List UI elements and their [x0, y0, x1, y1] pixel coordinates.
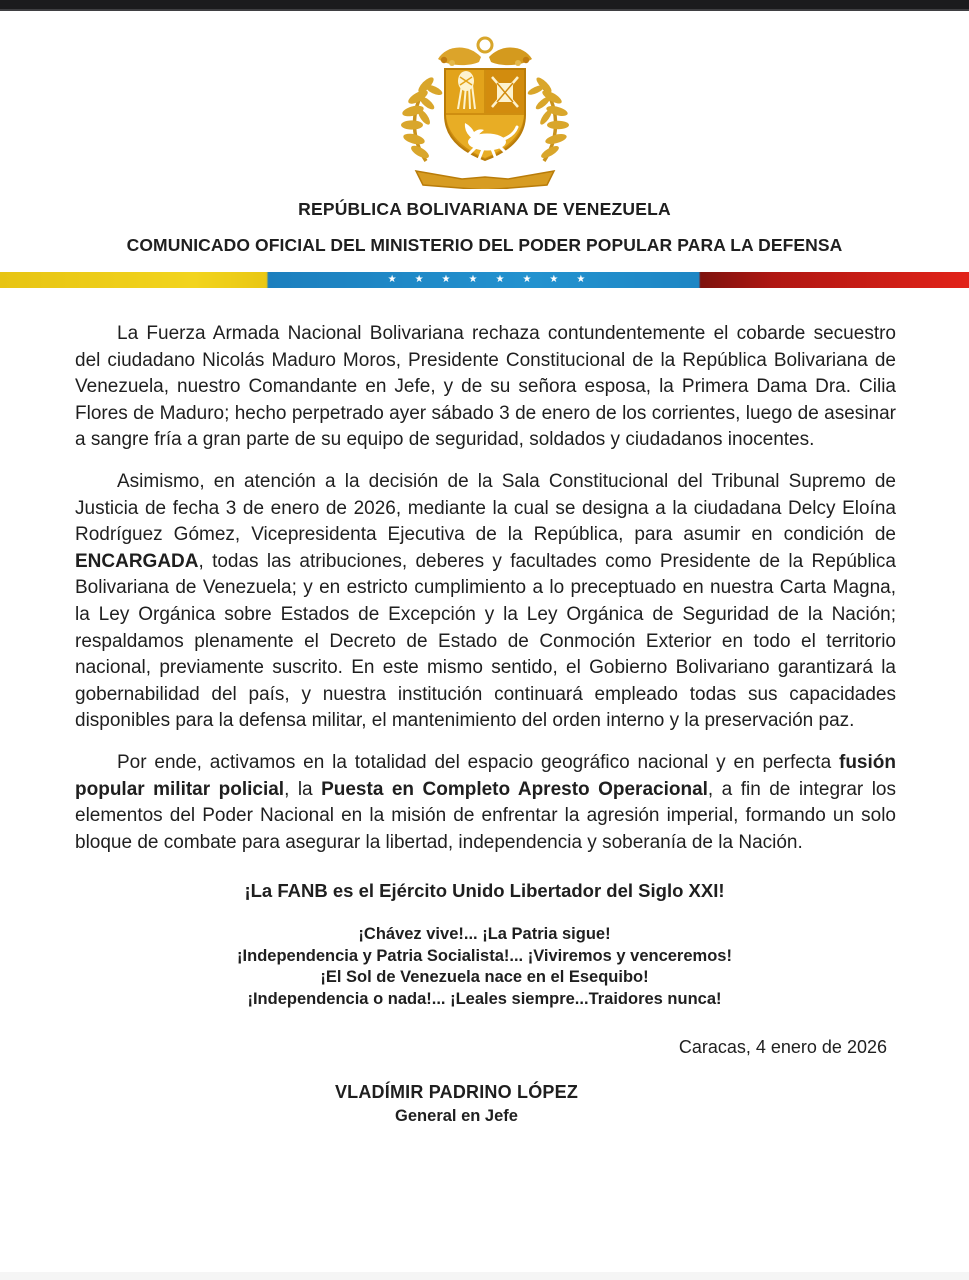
- emblem-container: [0, 33, 969, 189]
- signature-name: VLADÍMIR PADRINO LÓPEZ: [334, 1082, 579, 1103]
- headline: ¡La FANB es el Ejército Unido Libertador del Siglo XXI!: [244, 880, 725, 902]
- flag-stars: [388, 275, 586, 285]
- scan-top-bar: [0, 0, 969, 11]
- slogan-line: ¡Independencia o nada!... ¡Leales siempre...Traidores nunca!: [247, 989, 722, 1008]
- slogan-line: ¡El Sol de Venezuela nace en el Esequibo!: [320, 968, 649, 987]
- paragraph: Asimismo, en atención a la decisión de la Sala Constitucional del Tribunal Supremo de Justicia de fecha 3 de enero de 2026, mediante la cual se designa a la ciudadana Delcy Eloína Rodríguez Gómez, Vicepresidenta Ejecutiva de la República, para asumir en condición de ENCARGADA, todas las atribuciones, deberes y facultades como Presidente de la República Bolivariana de Venezuela; y en estricto cumplimiento a lo preceptuado en nuestra Carta Magna, la Ley Orgánica sobre Estados de Excepción y la Ley Orgánica de Seguridad de la Nación; respaldamos plenamente el Decreto de Estado de Conmoción Exterior en todo el territorio nacional, previamente suscrito. En este mismo sentido, el Gobierno Bolivariano garantizará la gobernabilidad del país, y nuestra institución continuará empleado todas sus capacidades disponibles para la defensa militar, el mantenimiento del orden interno y la preservación paz.: [75, 470, 896, 732]
- slogan-line: ¡Chávez vive!... ¡La Patria sigue!: [358, 925, 611, 944]
- page-title: REPÚBLICA BOLIVARIANA DE VENEZUELA: [298, 199, 671, 219]
- star-icon: ★: [576, 273, 586, 285]
- slogan-line: ¡Independencia y Patria Socialista!... ¡Viviremos y venceremos!: [237, 946, 732, 965]
- star-icon: ★: [441, 273, 451, 285]
- communique-body: [0, 321, 969, 856]
- signature-block: [0, 1082, 941, 1126]
- star-icon: ★: [414, 273, 424, 285]
- star-icon: ★: [549, 273, 559, 285]
- signature-rank: General en Jefe: [395, 1107, 518, 1126]
- date-line: Caracas, 4 enero de 2026: [678, 1037, 887, 1058]
- flag-band: [0, 272, 969, 288]
- star-icon: ★: [522, 273, 532, 285]
- scan-bottom-strip: [0, 1272, 969, 1280]
- slogans-list: [0, 924, 969, 1010]
- star-icon: ★: [387, 273, 397, 285]
- paragraph: Por ende, activamos en la totalidad del espacio geográfico nacional y en perfecta fusión popular militar policial, la Puesta en Completo Apresto Operacional, a fin de integrar los elementos del Poder Nacional en la misión de enfrentar la agresión imperial, formando un solo bloque de combate para asegurar la libertad, independencia y soberanía de la Nación.: [75, 751, 896, 853]
- venezuela-coat-of-arms-icon: [374, 33, 596, 189]
- star-icon: ★: [468, 273, 478, 285]
- paragraph: La Fuerza Armada Nacional Bolivariana rechaza contundentemente el cobarde secuestro del ciudadano Nicolás Maduro Moros, Presidente Constitucional de la República Bolivariana de Venezuela, nuestro Comandante en Jefe, y de su señora esposa, la Primera Dama Dra. Cilia Flores de Maduro; hecho perpetrado ayer sábado 3 de enero de los corrientes, luego de asesinar a sangre fría a gran parte de su equipo de seguridad, soldados y ciudadanos inocentes.: [75, 323, 896, 451]
- star-icon: ★: [495, 273, 505, 285]
- page-subtitle: COMUNICADO OFICIAL DEL MINISTERIO DEL PODER POPULAR PARA LA DEFENSA: [126, 235, 843, 255]
